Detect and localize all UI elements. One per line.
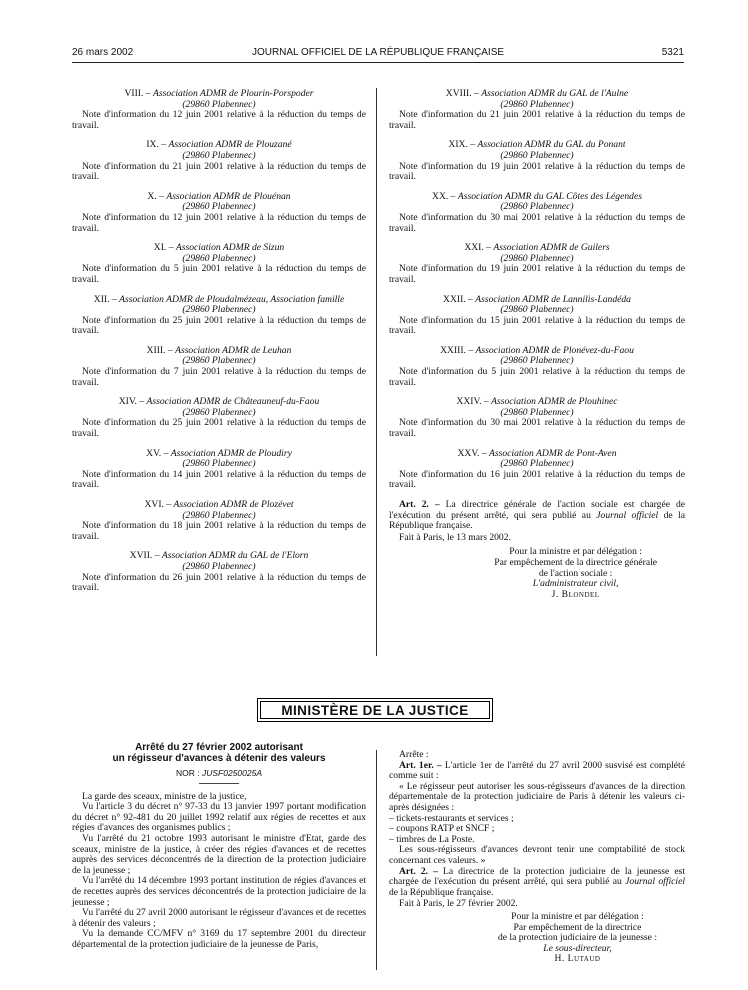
entry-note: Note d'information du 7 juin 2001 relative à la réduction du temps de travail. (72, 366, 366, 388)
signatory-name: J. Blondel (551, 588, 600, 600)
entry-heading: XI. – Association ADMR de Sizun (153, 242, 285, 254)
association-entry (389, 140, 685, 182)
association-entry (389, 192, 685, 234)
article-2-label: Art. 2. – (399, 499, 440, 510)
association-entry (389, 397, 685, 439)
left-column (72, 89, 366, 603)
association-entry (389, 89, 685, 131)
entry-note: Note d'information du 30 mai 2001 relative à la réduction du temps de travail. (389, 211, 685, 234)
title-rule (199, 783, 239, 784)
arrete-title: Arrêté du 27 février 2002 autorisant un régisseur d'avances à détenir des valeurs (112, 742, 326, 764)
association-entry (72, 192, 366, 234)
header-title: JOURNAL OFFICIEL DE LA RÉPUBLIQUE FRANÇAISE (251, 47, 505, 58)
nor-reference: NOR : JUSF0250025A (176, 768, 262, 778)
entry-heading: XVI. – Association ADMR de Plozévet (144, 499, 294, 510)
ministry-title: MINISTÈRE DE LA JUSTICE (281, 702, 469, 718)
visa-paragraph: Vu l'arrêté du 27 avril 2000 autorisant le régisseur d'avances et de recettes à détenir des valeurs ; (72, 907, 366, 929)
entry-postal: (29860 Plabennec) (182, 252, 256, 264)
entry-postal: (29860 Plabennec) (500, 406, 574, 418)
association-entry (72, 295, 366, 337)
association-entry (389, 346, 685, 388)
visa-paragraph: Vu l'article 3 du décret n° 97-33 du 13 janvier 1997 portant modification du décret n° 92-481 du 20 juillet 1992 relatif aux régies de recettes et aux régies d'avances des organismes publics ; (72, 801, 366, 834)
entry-heading: XV. – Association ADMR de Ploudiry (146, 447, 292, 459)
entry-note: Note d'information du 19 juin 2001 relative à la réduction du temps de travail. (389, 160, 685, 183)
association-entry (72, 243, 366, 285)
entry-postal: (29860 Plabennec) (500, 149, 574, 161)
association-entry (72, 346, 366, 388)
entry-note: Note d'information du 18 juin 2001 relative à la réduction du temps de travail. (72, 520, 366, 542)
visa-paragraph: La garde des sceaux, ministre de la justice, (82, 790, 247, 802)
page-header (72, 47, 684, 61)
article-1-block: Art. 1er. – L'article 1er de l'arrêté du 27 avril 2000 susvisé est complété comme suit : (389, 759, 685, 782)
entry-postal: (29860 Plabennec) (182, 355, 256, 367)
entry-heading: VIII. – Association ADMR de Plourin-Porspoder (124, 88, 314, 99)
signature-block-2: Pour la ministre et par délégation : Par empêchement de la directrice de la protection judiciaire de la jeunesse : Le sous-directeur, H. Lutaud (497, 910, 657, 965)
entry-postal: (29860 Plabennec) (182, 149, 256, 161)
list-item: – coupons RATP et SNCF ; (389, 823, 495, 835)
visa-paragraph: Vu l'arrêté du 14 décembre 1993 portant institution de régies d'avances et de recettes auprès des services déconcentrés de la protection judiciaire de la jeunesse ; (72, 875, 366, 908)
entry-heading: IX. – Association ADMR de Plouzané (146, 139, 292, 151)
ministry-banner (257, 698, 493, 722)
signatory-name-2: H. Lutaud (554, 953, 601, 965)
entry-postal: (29860 Plabennec) (500, 458, 574, 470)
header-rule (72, 62, 684, 63)
association-entry (389, 449, 685, 491)
visa-paragraph: Vu la demande CC/MFV n° 3169 du 17 septembre 2001 du directeur départemental de la protection judiciaire de la jeunesse de Paris, (72, 928, 366, 950)
column-divider-lower (376, 750, 377, 970)
quote-end: Les sous-régisseurs d'avances devront tenir une comptabilité de stock concernant ces valeurs. » (389, 844, 685, 866)
entry-heading: XXI. – Association ADMR de Guilers (464, 242, 610, 254)
arrete-left-column (72, 742, 366, 951)
entry-postal: (29860 Plabennec) (182, 509, 256, 521)
association-entry (389, 295, 685, 337)
article-2-justice: Art. 2. – La directrice de la protection judiciaire de la jeunesse est chargée de l'exécution du présent arrêté, qui sera publié au Journal officiel de la République française. (389, 865, 686, 898)
entry-note: Note d'information du 25 juin 2001 relative à la réduction du temps de travail. (72, 314, 366, 337)
entry-heading: XIV. – Association ADMR de Châteauneuf-du-Faou (118, 396, 320, 408)
entry-note: Note d'information du 16 juin 2001 relative à la réduction du temps de travail. (389, 468, 685, 491)
entry-note: Note d'information du 25 juin 2001 relative à la réduction du temps de travail. (72, 417, 366, 440)
entry-note: Note d'information du 21 juin 2001 relative à la réduction du temps de travail. (72, 160, 366, 183)
entry-heading: XII. – Association ADMR de Ploudalmézeau, Association famille (93, 293, 345, 305)
entry-note: Note d'information du 26 juin 2001 relative à la réduction du temps de travail. (72, 571, 366, 594)
header-date: 26 mars 2002 (72, 47, 134, 58)
association-entry (72, 551, 366, 593)
entry-postal: (29860 Plabennec) (182, 98, 256, 110)
entry-heading: XXIII. – Association ADMR de Plonévez-du-Faou (440, 344, 634, 356)
quote-text: « Le régisseur peut autoriser les sous-régisseurs d'avances de la direction départementale de la protection judiciaire de Paris à détenir les valeurs ci-après désignées : (389, 780, 685, 813)
association-entry (72, 500, 366, 542)
entry-heading: XXII. – Association ADMR de Lannilis-Landéda (443, 293, 631, 305)
header-page-number: 5321 (661, 47, 684, 58)
arrete-right-column (389, 750, 685, 965)
entry-postal: (29860 Plabennec) (500, 201, 574, 213)
entry-note: Note d'information du 12 juin 2001 relative à la réduction du temps de travail. (72, 211, 366, 234)
entry-note: Note d'information du 14 juin 2001 relative à la réduction du temps de travail. (72, 468, 366, 491)
entry-note: Note d'information du 19 juin 2001 relative à la réduction du temps de travail. (389, 263, 685, 285)
entry-postal: (29860 Plabennec) (182, 458, 256, 470)
association-entry (389, 243, 685, 285)
entry-postal: (29860 Plabennec) (500, 98, 574, 110)
entry-heading: XVIII. – Association ADMR du GAL de l'Aulne (445, 88, 629, 99)
entry-postal: (29860 Plabennec) (500, 355, 574, 367)
signature-block: Pour la ministre et par délégation : Par empêchement de la directrice générale de l'action sociale : L'administrateur civil, J. Blondel (494, 546, 657, 600)
entry-note: Note d'information du 21 juin 2001 relative à la réduction du temps de travail. (389, 109, 685, 131)
fait-a-paris-2: Fait à Paris, le 27 février 2002. (399, 898, 518, 910)
entry-postal: (29860 Plabennec) (500, 304, 574, 316)
entry-postal: (29860 Plabennec) (182, 304, 256, 316)
entry-postal: (29860 Plabennec) (182, 560, 256, 572)
entry-note: Note d'information du 15 juin 2001 relative à la réduction du temps de travail. (389, 314, 685, 337)
entry-note: Note d'information du 5 juin 2001 relative à la réduction du temps de travail. (72, 263, 366, 285)
entry-heading: XIX. – Association ADMR du GAL du Ponant (448, 139, 626, 151)
entry-note: Note d'information du 12 juin 2001 relative à la réduction du temps de travail. (72, 109, 366, 131)
visa-paragraph: Vu l'arrêté du 21 octobre 1993 autorisant le ministre d'Etat, garde des sceaux, ministre de la justice, à créer des régies d'avances et de recettes auprès des services déconcentrés de la direction de la protection judiciaire de la jeunesse ; (72, 832, 366, 876)
list-item: – tickets-restaurants et services ; (389, 812, 514, 824)
entry-postal: (29860 Plabennec) (182, 406, 256, 418)
entry-heading: XX. – Association ADMR du GAL Côtes des Légendes (432, 190, 642, 202)
right-column (389, 89, 685, 600)
entry-heading: X. – Association ADMR de Plouénan (147, 190, 291, 202)
entry-postal: (29860 Plabennec) (500, 252, 574, 264)
entry-note: Note d'information du 30 mai 2001 relative à la réduction du temps de travail. (389, 417, 685, 440)
article-2-block: Art. 2. – La directrice générale de l'action sociale est chargée de l'exécution du présent arrêté, qui sera publié au Journal officiel de la République française. (389, 499, 685, 532)
list-item: – timbres de La Poste. (389, 833, 475, 845)
entry-heading: XXV. – Association ADMR de Pont-Aven (457, 447, 617, 459)
entry-note: Note d'information du 5 juin 2001 relative à la réduction du temps de travail. (389, 366, 685, 388)
association-entry (72, 140, 366, 182)
entry-heading: XIII. – Association ADMR de Leuhan (146, 344, 292, 356)
association-entry (72, 89, 366, 131)
column-divider (376, 88, 377, 656)
fait-a-paris: Fait à Paris, le 13 mars 2002. (399, 531, 511, 543)
association-entry (72, 397, 366, 439)
arrete-word: Arrête : (399, 749, 429, 760)
association-entry (72, 449, 366, 491)
entry-postal: (29860 Plabennec) (182, 201, 256, 213)
entry-heading: XXIV. – Association ADMR de Plouhinec (456, 396, 618, 408)
entry-heading: XVII. – Association ADMR du GAL de l'Elorn (129, 550, 309, 562)
